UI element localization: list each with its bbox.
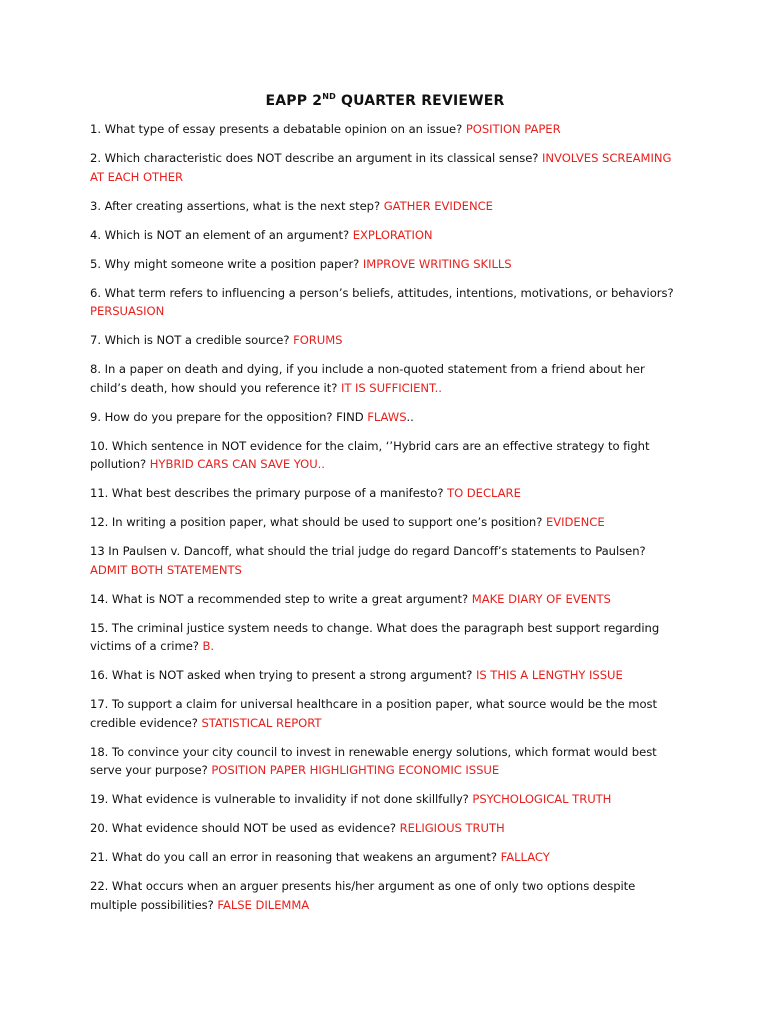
question-item — [90, 226, 680, 245]
question-text: 10. Which sentence in NOT evidence for the claim, ‘’Hybrid cars are an effective strategy to fight pollution? — [90, 438, 650, 472]
question-item — [90, 877, 680, 914]
title-rest: QUARTER REVIEWER — [335, 93, 505, 109]
answer-text: IT IS SUFFICIENT.. — [340, 380, 442, 395]
answer-text: ADMIT BOTH STATEMENTS — [90, 562, 242, 577]
answer-text: HYBRID CARS CAN SAVE YOU.. — [149, 457, 325, 472]
answer-text: IMPROVE WRITING SKILLS — [362, 256, 512, 271]
question-item — [90, 542, 680, 579]
question-item — [90, 255, 680, 274]
question-text: 8. In a paper on death and dying, if you include a non-quoted statement from a friend about her child’s death, how should you reference it? — [90, 362, 645, 395]
title-superscript: ND — [322, 92, 336, 101]
question-item — [90, 484, 680, 503]
page-title — [90, 91, 680, 111]
question-item — [90, 120, 680, 139]
question-item — [90, 743, 680, 780]
answer-text: IS THIS A LENGTHY ISSUE — [475, 668, 623, 683]
answer-text: STATISTICAL REPORT — [201, 715, 322, 730]
question-text: 13 In Paulsen v. Dancoff, what should the trial judge do regard Dancoff’s statements to Paulsen? — [90, 544, 646, 559]
question-item — [90, 284, 680, 321]
answer-text: B. — [202, 639, 215, 654]
answer-text: FALSE DILEMMA — [217, 898, 310, 913]
question-text: 4. Which is NOT an element of an argument? — [90, 227, 353, 242]
question-text: 14. What is NOT a recommended step to write a great argument? — [90, 591, 472, 606]
answer-text: FLAWS — [367, 409, 407, 424]
question-text: 9. How do you prepare for the opposition? FIND — [90, 409, 368, 424]
question-text: 18. To convince your city council to invest in renewable energy solutions, which format would best serve your purpose? — [90, 744, 657, 778]
question-text: 16. What is NOT asked when trying to present a strong argument? — [90, 668, 476, 683]
answer-text: POSITION PAPER HIGHLIGHTING ECONOMIC ISSUE — [211, 763, 500, 778]
answer-text: PSYCHOLOGICAL TRUTH — [472, 792, 612, 807]
question-item — [90, 360, 680, 397]
question-item — [90, 197, 680, 216]
title-main: EAPP 2 — [265, 93, 323, 109]
answer-text: FALLACY — [500, 850, 550, 865]
question-text: 7. Which is NOT a credible source? — [90, 333, 294, 348]
question-item — [90, 619, 680, 656]
question-item — [90, 590, 680, 609]
question-text: 22. What occurs when an arguer presents his/her argument as one of only two options despite multiple possibilities? — [90, 879, 636, 913]
question-item — [90, 790, 680, 809]
answer-text: PERSUASION — [90, 304, 165, 319]
question-item — [90, 408, 680, 427]
question-item — [90, 666, 680, 685]
question-text: 1. What type of essay presents a debatable opinion on an issue? — [90, 122, 466, 136]
question-item — [90, 331, 680, 350]
question-text: 20. What evidence should NOT be used as evidence? — [90, 821, 400, 836]
answer-text: POSITION PAPER — [465, 122, 561, 136]
answer-text: MAKE DIARY OF EVENTS — [471, 591, 611, 606]
answer-text: FORUMS — [293, 333, 343, 348]
question-text: 5. Why might someone write a position paper? — [90, 256, 363, 271]
answer-text: INVOLVES SCREAMING AT EACH OTHER — [90, 150, 672, 184]
question-text: 3. After creating assertions, what is the next step? — [90, 198, 384, 213]
question-item — [90, 437, 680, 474]
document-page — [90, 91, 680, 925]
question-text: 11. What best describes the primary purpose of a manifesto? — [90, 486, 448, 501]
answer-text: TO DECLARE — [447, 486, 521, 501]
question-text: 15. The criminal justice system needs to change. What does the paragraph best support regarding victims of a crime? — [90, 620, 660, 654]
question-item — [90, 695, 680, 732]
answer-text: GATHER EVIDENCE — [383, 198, 493, 213]
answer-text: EXPLORATION — [352, 227, 433, 242]
question-text: 19. What evidence is vulnerable to invalidity if not done skillfully? — [90, 792, 473, 807]
question-tail: .. — [406, 409, 414, 424]
question-text: 17. To support a claim for universal healthcare in a position paper, what source would be the most credible evidence? — [90, 697, 658, 730]
question-item — [90, 819, 680, 838]
question-item — [90, 149, 680, 186]
question-item — [90, 513, 680, 532]
question-text: 12. In writing a position paper, what should be used to support one’s position? — [90, 515, 546, 530]
question-text: 6. What term refers to influencing a person’s beliefs, attitudes, intentions, motivations, or behaviors? — [90, 285, 674, 300]
question-item — [90, 848, 680, 867]
question-text: 2. Which characteristic does NOT describe an argument in its classical sense? — [90, 150, 543, 165]
answer-text: EVIDENCE — [545, 515, 605, 530]
answer-text: RELIGIOUS TRUTH — [399, 821, 505, 836]
question-list — [90, 120, 680, 915]
question-text: 21. What do you call an error in reasoning that weakens an argument? — [90, 850, 501, 865]
